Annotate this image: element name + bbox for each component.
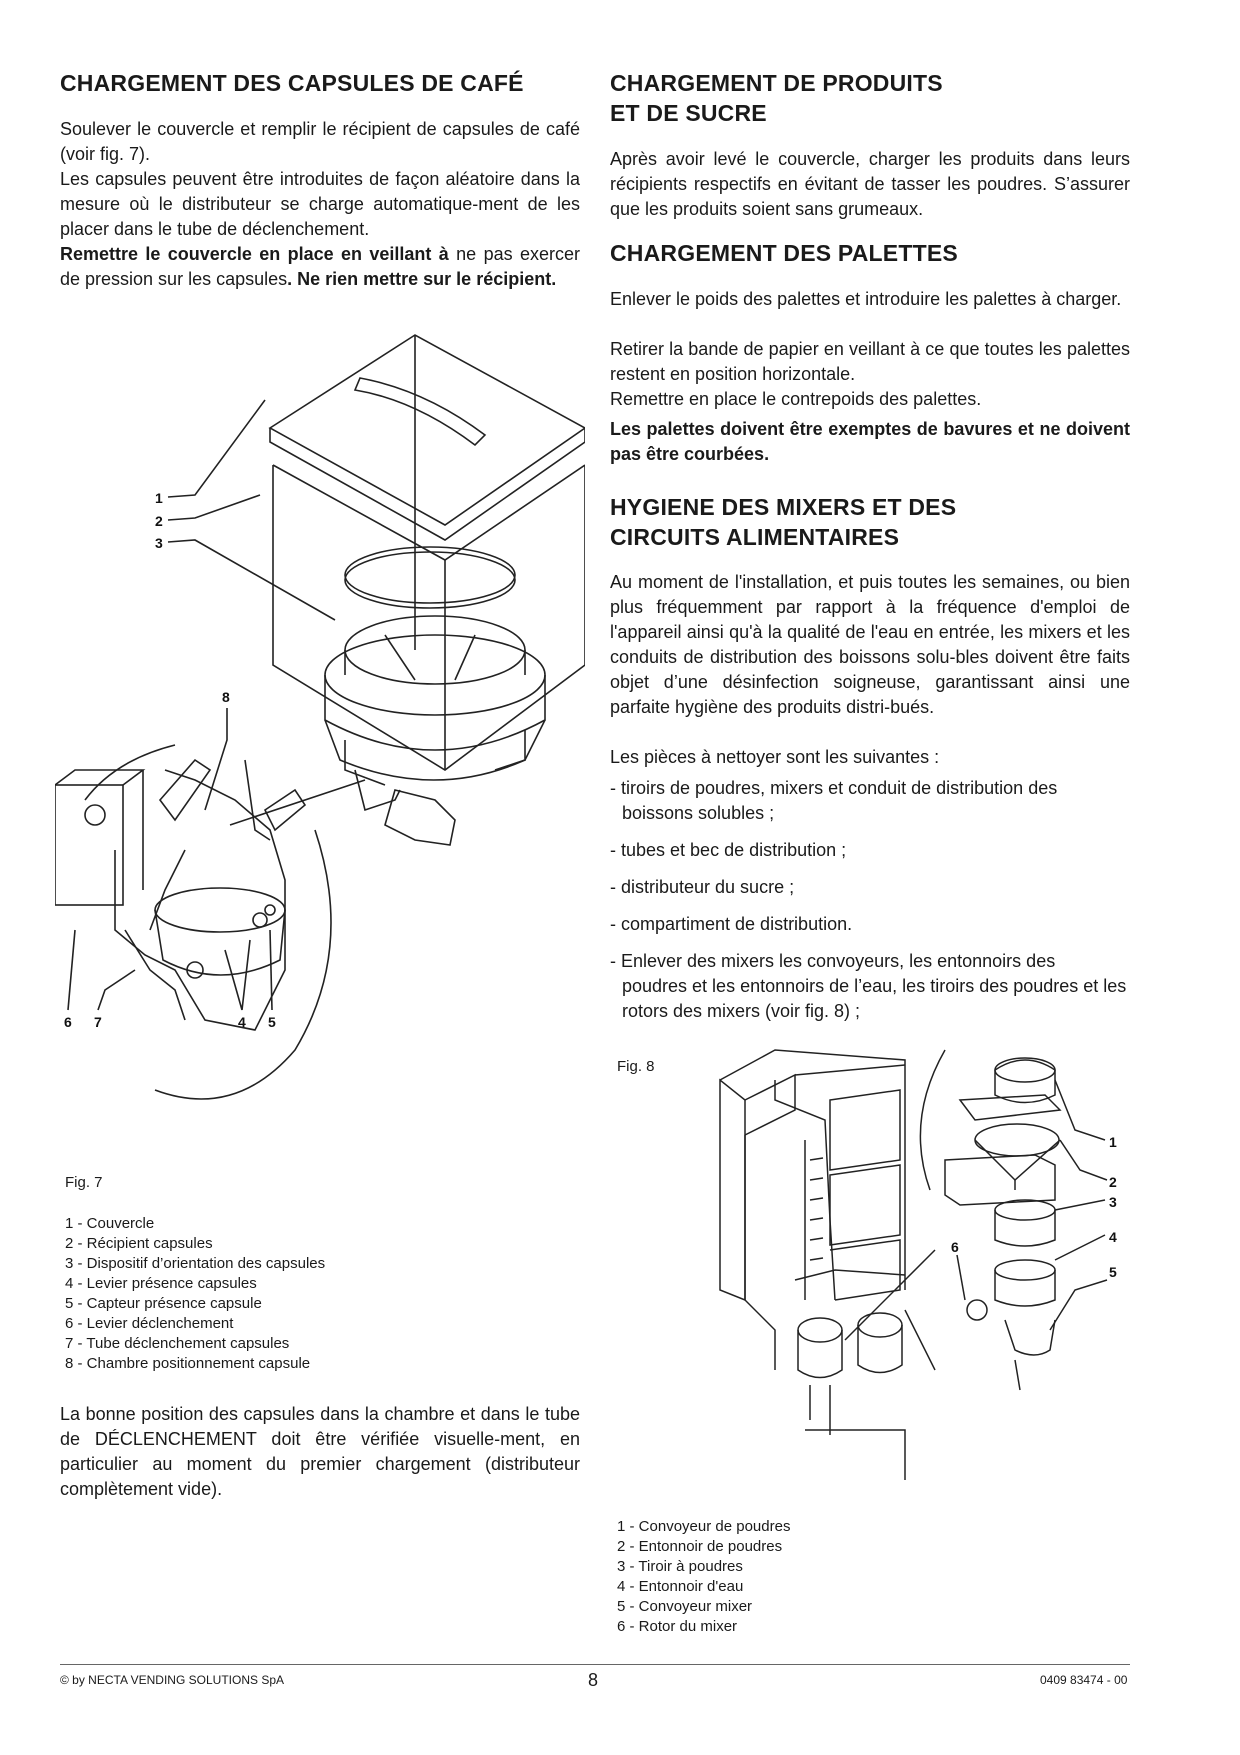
heading-products-l2: ET DE SUCRE [610, 100, 767, 126]
list-item-line1: - distributeur du sucre ; [610, 877, 795, 897]
fig7-callout-3: 3 [155, 535, 163, 551]
fig8-legend-item: 1 - Convoyeur de poudres [617, 1518, 791, 1535]
para-replace-lid-normal: ne pas exercer de pression sur les capsules [60, 244, 580, 289]
para-hygiene: Au moment de l'installation, et puis toutes les semaines, ou bien plus fréquemment par rapport à la fréquence d'emploi de l'appareil ainsi qu'à la qualité de l'eau en entrée, les mixers et les conduits de distribution des boissons solu-bles doivent être faits objet d’une désinfection soigneuse, garantissant ainsi une parfaite hygiène des produits distri-bués. [610, 572, 1130, 717]
footer-copyright: © by NECTA VENDING SOLUTIONS SpA [60, 1673, 285, 1687]
list-item [610, 776, 1130, 826]
fig7-legend-item: 6 - Levier déclenchement [65, 1315, 234, 1332]
fig7-legend [65, 1214, 565, 1374]
fig8-callout-5: 5 [1109, 1264, 1117, 1280]
fig7-callout-7: 7 [94, 1014, 102, 1030]
para-lift-lid: Soulever le couvercle et remplir le récipient de capsules de café (voir fig. 7). [60, 119, 580, 164]
fig8-callout-1: 1 [1109, 1134, 1117, 1150]
fig8-callout-4: 4 [1109, 1229, 1117, 1245]
fig7-callout-4: 4 [238, 1014, 246, 1030]
fig7-callout-2: 2 [155, 513, 163, 529]
para-parts-intro: Les pièces à nettoyer sont les suivantes : [610, 747, 940, 767]
fig8-legend-item: 2 - Entonnoir de poudres [617, 1538, 783, 1555]
fig8-legend-item: 6 - Rotor du mixer [617, 1618, 738, 1635]
fig8-legend-item: 5 - Convoyeur mixer [617, 1598, 753, 1615]
para-palettes-warning: Les palettes doivent être exemptes de bavures et ne doivent pas être courbées. [610, 419, 1130, 464]
list-item [610, 912, 1130, 937]
list-item-line2: poudres et les entonnoirs de l’eau, les tiroirs des poudres et les rotors des mixers (voir fig. 8) ; [622, 976, 1127, 1021]
para-replace-lid [60, 242, 580, 292]
zoom-circle [155, 830, 331, 1099]
footer-rule [60, 1664, 1130, 1665]
para-replace-lid-bold1: Remettre le couvercle en place en veillant à [60, 244, 449, 264]
heading-products [610, 68, 1130, 128]
fig8-callout-3: 3 [1109, 1194, 1117, 1210]
heading-hygiene-l1: HYGIENE DES MIXERS ET DES [610, 494, 957, 520]
fig8-label: Fig. 8 [617, 1058, 655, 1075]
heading-palettes: CHARGEMENT DES PALETTES [610, 240, 958, 266]
list-item [610, 949, 1130, 1024]
para-palettes-3: Remettre en place le contrepoids des palettes. [610, 389, 982, 409]
fig8-callout-2: 2 [1109, 1174, 1117, 1190]
fig7-callout-1: 1 [155, 490, 163, 506]
fig8-legend [617, 1517, 1117, 1637]
fig7-legend-item: 4 - Levier présence capsules [65, 1275, 257, 1292]
fig7-illustration [55, 330, 585, 1150]
list-item-line1: - tubes et bec de distribution ; [610, 840, 847, 860]
para-palettes-1: Enlever le poids des palettes et introduire les palettes à charger. [610, 289, 1122, 309]
heading-products-l1: CHARGEMENT DE PRODUITS [610, 70, 943, 96]
list-item [610, 838, 1130, 863]
heading-hygiene-l2: CIRCUITS ALIMENTAIRES [610, 524, 900, 550]
para-replace-lid-bold2: . Ne rien mettre sur le récipient. [287, 269, 557, 289]
fig7-legend-item: 1 - Couvercle [65, 1215, 155, 1232]
fig7-legend-item: 2 - Récipient capsules [65, 1235, 213, 1252]
fig7-legend-item: 5 - Capteur présence capsule [65, 1295, 262, 1312]
page-number: 8 [588, 1670, 599, 1690]
list-item-line2: boissons solubles ; [622, 803, 775, 823]
list-item [610, 875, 1130, 900]
fig7-callout-8: 8 [222, 689, 230, 705]
para-palettes-2: Retirer la bande de papier en veillant à ce que toutes les palettes restent en position horizontale. [610, 339, 1130, 384]
para-load-products: Après avoir levé le couvercle, charger les produits dans leurs récipients respectifs en évitant de tasser les poudres. S’assurer que les produits soient sans grumeaux. [610, 149, 1130, 219]
fig7-callout-6: 6 [64, 1014, 72, 1030]
fig7-label: Fig. 7 [65, 1174, 103, 1191]
para-random-capsules: Les capsules peuvent être introduites de façon aléatoire dans la mesure où le distributeur se charge automatique-ment de les placer dans le tube de déclenchement. [60, 169, 580, 239]
fig7-legend-item: 7 - Tube déclenchement capsules [65, 1335, 290, 1352]
list-item-line1: - tiroirs de poudres, mixers et conduit de distribution des [610, 778, 1058, 798]
fig8-callout-6: 6 [951, 1239, 959, 1255]
para-capsule-check: La bonne position des capsules dans la chambre et dans le tube de DÉCLENCHEMENT doit être vérifiée visuelle-ment, en particulier au moment du premier chargement (distributeur complètement vide). [60, 1404, 580, 1499]
fig8-legend-item: 3 - Tiroir à poudres [617, 1558, 743, 1575]
fig8-illustration [715, 1040, 1135, 1500]
heading-capsules: CHARGEMENT DES CAPSULES DE CAFÉ [60, 70, 524, 96]
list-item-line1: - Enlever des mixers les convoyeurs, les entonnoirs des [610, 951, 1056, 971]
fig7-callouts [64, 490, 276, 1030]
fig8-legend-item: 4 - Entonnoir d'eau [617, 1578, 744, 1595]
fig7-legend-item: 8 - Chambre positionnement capsule [65, 1355, 311, 1372]
fig7-legend-item: 3 - Dispositif d’orientation des capsules [65, 1255, 326, 1272]
heading-hygiene [610, 492, 1130, 552]
machine-body [720, 1080, 745, 1300]
fig7-callout-5: 5 [268, 1014, 276, 1030]
list-item-line1: - compartiment de distribution. [610, 914, 853, 934]
footer-doc-code: 0409 83474 - 00 [1040, 1673, 1128, 1687]
